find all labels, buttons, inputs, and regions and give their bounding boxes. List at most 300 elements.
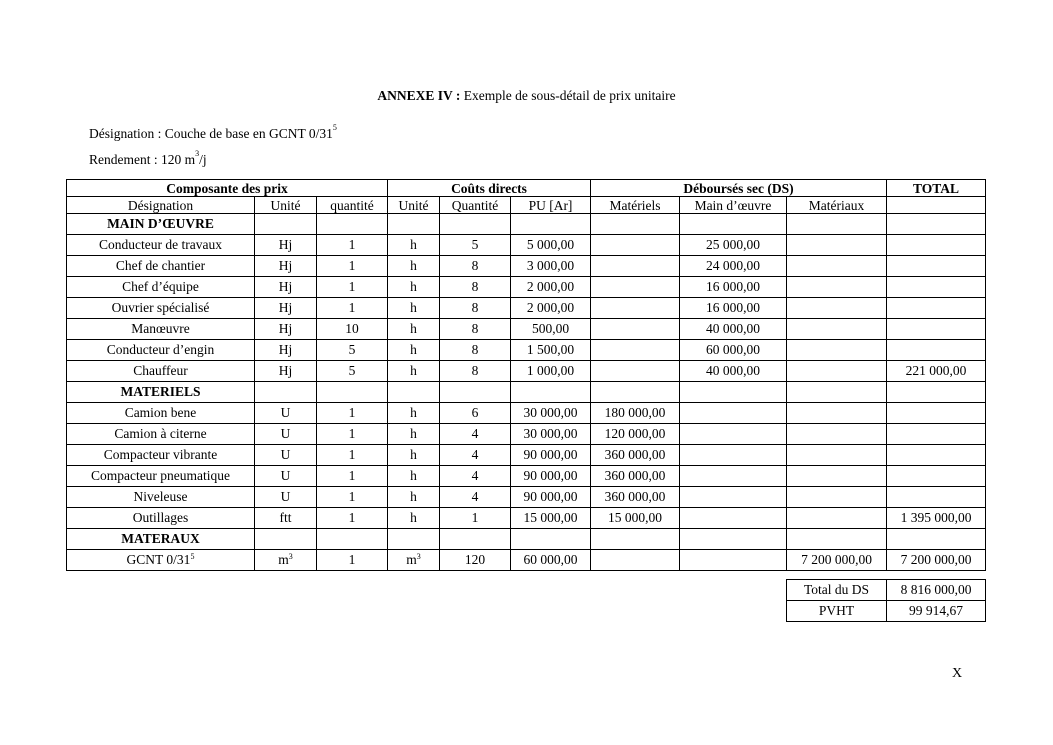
cell-value: Conducteur d’engin — [106, 342, 215, 357]
table-cell — [67, 445, 255, 466]
group-header-row — [67, 180, 986, 197]
table-cell — [317, 277, 388, 298]
empty-cell — [787, 529, 887, 550]
table-cell — [787, 256, 887, 277]
table-cell — [887, 550, 986, 571]
cell-value: 1 — [348, 489, 356, 504]
empty-cell — [440, 214, 511, 235]
table-cell — [680, 550, 787, 571]
table-cell — [388, 403, 440, 424]
table-cell — [591, 445, 680, 466]
annex-title-text: Exemple de sous-détail de prix unitaire — [460, 88, 676, 103]
table-cell — [887, 424, 986, 445]
table-cell — [255, 466, 317, 487]
table-cell — [591, 277, 680, 298]
designation-sup: 5 — [332, 123, 337, 132]
cell-value: 1 — [348, 258, 356, 273]
pvht-value: 99 914,67 — [887, 601, 986, 622]
cell-value: 40 000,00 — [706, 321, 760, 336]
empty-cell — [511, 382, 591, 403]
cell-value: 16 000,00 — [706, 300, 760, 315]
table-cell — [787, 403, 887, 424]
cell-value: 2 000,00 — [526, 300, 575, 315]
cell-value: 1 000,00 — [526, 363, 575, 378]
table-cell — [680, 508, 787, 529]
table-row — [67, 445, 986, 466]
cell-value: 7 200 000,00 — [900, 552, 972, 567]
col-header-total — [887, 197, 986, 214]
table-cell — [255, 361, 317, 382]
table-cell — [680, 466, 787, 487]
cell-value: 8 — [471, 258, 479, 273]
cell-value: 8 — [471, 321, 479, 336]
cell-value: GCNT 0/31 — [126, 552, 191, 567]
table-cell — [511, 298, 591, 319]
total-ds-value: 8 816 000,00 — [887, 580, 986, 601]
cell-value: h — [410, 510, 417, 525]
cell-value: 1 — [348, 468, 356, 483]
cell-value: h — [410, 426, 417, 441]
empty-cell — [255, 382, 317, 403]
section-row — [67, 382, 986, 403]
empty-cell — [388, 382, 440, 403]
table-cell — [511, 235, 591, 256]
cell-value: 221 000,00 — [905, 363, 967, 378]
cell-value: 8 — [471, 342, 479, 357]
table-cell — [887, 277, 986, 298]
group-header-composante: Composante des prix — [67, 180, 388, 197]
table-cell — [511, 256, 591, 277]
cell-value: Hj — [278, 258, 293, 273]
table-cell — [511, 508, 591, 529]
cell-value: U — [280, 489, 291, 504]
table-cell — [440, 403, 511, 424]
table-row — [67, 508, 986, 529]
cell-value: 24 000,00 — [706, 258, 760, 273]
cell-value: 1 395 000,00 — [900, 510, 972, 525]
table-row — [67, 298, 986, 319]
cell-value: 1 500,00 — [526, 342, 575, 357]
table-row — [67, 256, 986, 277]
cell-value: m — [406, 552, 417, 567]
table-cell — [67, 361, 255, 382]
cell-value: Hj — [278, 342, 293, 357]
table-cell — [388, 340, 440, 361]
table-cell — [388, 298, 440, 319]
table-cell — [680, 487, 787, 508]
table-row — [67, 235, 986, 256]
pvht-row — [787, 601, 986, 622]
cell-value: 8 — [471, 279, 479, 294]
table-cell — [591, 256, 680, 277]
table-cell — [591, 235, 680, 256]
table-cell — [787, 361, 887, 382]
cell-value: 4 — [471, 489, 479, 504]
table-cell — [680, 298, 787, 319]
table-cell — [887, 340, 986, 361]
empty-cell — [440, 529, 511, 550]
table-row — [67, 487, 986, 508]
table-cell — [317, 403, 388, 424]
table-cell — [787, 487, 887, 508]
empty-cell — [511, 529, 591, 550]
table-cell — [591, 340, 680, 361]
empty-cell — [591, 529, 680, 550]
table-cell — [255, 424, 317, 445]
cell-value: 5 — [348, 363, 356, 378]
cell-value: 90 000,00 — [523, 447, 578, 462]
table-cell — [887, 235, 986, 256]
table-cell — [511, 445, 591, 466]
table-cell — [440, 508, 511, 529]
table-cell — [787, 445, 887, 466]
cell-value: h — [410, 468, 417, 483]
table-cell — [440, 277, 511, 298]
empty-cell — [440, 382, 511, 403]
cell-value: 2 000,00 — [526, 279, 575, 294]
empty-cell — [887, 382, 986, 403]
cell-superscript: 3 — [416, 552, 421, 561]
cell-value: 1 — [348, 237, 356, 252]
col-header-quantite: quantité — [317, 197, 388, 214]
cell-value: Niveleuse — [133, 489, 188, 504]
group-header-debourses: Déboursés sec (DS) — [591, 180, 887, 197]
table-cell — [317, 550, 388, 571]
table-cell — [680, 361, 787, 382]
empty-cell — [787, 382, 887, 403]
table-cell — [680, 235, 787, 256]
pvht-label: PVHT — [787, 601, 887, 622]
table-cell — [67, 277, 255, 298]
empty-cell — [591, 382, 680, 403]
cell-value: Hj — [278, 237, 293, 252]
table-cell — [67, 235, 255, 256]
cell-value: 3 000,00 — [526, 258, 575, 273]
table-cell — [67, 403, 255, 424]
cell-value: h — [410, 258, 417, 273]
cell-value: U — [280, 447, 291, 462]
cell-value: h — [410, 237, 417, 252]
table-cell — [440, 340, 511, 361]
cell-value: Manœuvre — [131, 321, 190, 336]
table-cell — [388, 508, 440, 529]
table-cell — [787, 424, 887, 445]
cell-value: U — [280, 468, 291, 483]
table-cell — [67, 340, 255, 361]
totals-table — [786, 579, 986, 622]
cell-value: Hj — [278, 363, 293, 378]
table-cell — [680, 256, 787, 277]
col-header-unite-2: Unité — [388, 197, 440, 214]
table-cell — [317, 319, 388, 340]
section-title: MATERAUX — [67, 529, 255, 550]
table-cell — [591, 319, 680, 340]
table-cell — [680, 424, 787, 445]
empty-cell — [255, 529, 317, 550]
annex-title-label: ANNEXE IV : — [377, 88, 461, 103]
cell-value: 360 000,00 — [604, 489, 666, 504]
table-cell — [887, 256, 986, 277]
table-row — [67, 361, 986, 382]
table-cell — [67, 487, 255, 508]
table-cell — [680, 445, 787, 466]
table-cell — [388, 466, 440, 487]
cell-value: h — [410, 279, 417, 294]
table-row — [67, 550, 986, 571]
empty-cell — [680, 214, 787, 235]
col-header-quantite-2: Quantité — [440, 197, 511, 214]
table-cell — [255, 298, 317, 319]
table-cell — [67, 319, 255, 340]
table-cell — [511, 466, 591, 487]
cell-value: 60 000,00 — [523, 552, 578, 567]
table-cell — [591, 298, 680, 319]
table-cell — [255, 403, 317, 424]
cell-value: 1 — [471, 510, 479, 525]
cell-value: Camion bene — [124, 405, 197, 420]
cell-value: 6 — [471, 405, 479, 420]
cell-value: 120 000,00 — [604, 426, 666, 441]
cell-value: 360 000,00 — [604, 447, 666, 462]
table-cell — [67, 508, 255, 529]
cell-value: 8 — [471, 300, 479, 315]
table-cell — [440, 361, 511, 382]
cell-value: 1 — [348, 447, 356, 462]
cell-value: 4 — [471, 447, 479, 462]
table-cell — [511, 550, 591, 571]
cell-value: m — [278, 552, 289, 567]
table-cell — [787, 298, 887, 319]
table-cell — [887, 298, 986, 319]
cell-value: Hj — [278, 321, 293, 336]
cell-value: 30 000,00 — [523, 426, 578, 441]
table-cell — [511, 403, 591, 424]
table-cell — [388, 550, 440, 571]
col-header-designation: Désignation — [67, 197, 255, 214]
cell-value: Conducteur de travaux — [99, 237, 222, 252]
cell-value: 10 — [345, 321, 359, 336]
cell-value: 1 — [348, 552, 356, 567]
table-cell — [887, 445, 986, 466]
table-cell — [440, 256, 511, 277]
cell-value: 1 — [348, 300, 356, 315]
cell-value: 90 000,00 — [523, 489, 578, 504]
cell-value: U — [280, 405, 291, 420]
cell-value: 5 — [348, 342, 356, 357]
table-cell — [511, 340, 591, 361]
table-cell — [255, 235, 317, 256]
annex-title — [0, 88, 1053, 104]
cell-value: 4 — [471, 468, 479, 483]
cell-value: ftt — [279, 510, 292, 525]
table-cell — [680, 340, 787, 361]
table-cell — [255, 319, 317, 340]
table-cell — [67, 550, 255, 571]
page-mark: X — [952, 666, 963, 681]
table-cell — [887, 508, 986, 529]
table-cell — [317, 340, 388, 361]
cell-value: 360 000,00 — [604, 468, 666, 483]
table-cell — [388, 361, 440, 382]
cell-value: 120 — [464, 552, 486, 567]
table-cell — [67, 256, 255, 277]
cell-value: h — [410, 405, 417, 420]
cell-value: 180 000,00 — [604, 405, 666, 420]
cell-value: Chef d’équipe — [122, 279, 199, 294]
table-cell — [317, 298, 388, 319]
rendement-text: Rendement : 120 m — [89, 152, 196, 167]
table-cell — [255, 550, 317, 571]
table-cell — [887, 466, 986, 487]
table-cell — [388, 319, 440, 340]
designation-line — [89, 123, 337, 142]
cell-value: U — [280, 426, 291, 441]
cell-value: 1 — [348, 426, 356, 441]
table-cell — [440, 424, 511, 445]
table-cell — [388, 277, 440, 298]
table-cell — [591, 550, 680, 571]
empty-cell — [511, 214, 591, 235]
empty-cell — [317, 382, 388, 403]
table-cell — [388, 235, 440, 256]
cell-value: Ouvrier spécialisé — [111, 300, 210, 315]
empty-cell — [255, 214, 317, 235]
empty-cell — [317, 529, 388, 550]
table-cell — [317, 361, 388, 382]
table-cell — [591, 424, 680, 445]
empty-cell — [787, 214, 887, 235]
table-cell — [317, 466, 388, 487]
table-cell — [887, 319, 986, 340]
cell-value: h — [410, 447, 417, 462]
cell-value: 5 000,00 — [526, 237, 575, 252]
cell-value: 1 — [348, 405, 356, 420]
table-cell — [255, 256, 317, 277]
rendement-line — [89, 149, 207, 168]
cell-superscript: 3 — [288, 552, 293, 561]
cell-value: 30 000,00 — [523, 405, 578, 420]
table-cell — [440, 445, 511, 466]
table-cell — [591, 487, 680, 508]
col-header-pu: PU [Ar] — [511, 197, 591, 214]
table-cell — [680, 403, 787, 424]
table-cell — [787, 235, 887, 256]
cell-value: 90 000,00 — [523, 468, 578, 483]
empty-cell — [887, 529, 986, 550]
section-row — [67, 214, 986, 235]
table-row — [67, 277, 986, 298]
col-header-materiaux: Matériaux — [787, 197, 887, 214]
table-cell — [440, 235, 511, 256]
table-cell — [255, 445, 317, 466]
table-cell — [787, 508, 887, 529]
cell-value: h — [410, 363, 417, 378]
table-cell — [388, 256, 440, 277]
cell-superscript: 5 — [190, 552, 195, 561]
cell-value: h — [410, 321, 417, 336]
cell-value: Hj — [278, 279, 293, 294]
table-cell — [787, 466, 887, 487]
total-ds-row — [787, 580, 986, 601]
designation-text: Désignation : Couche de base en GCNT 0/31 — [89, 126, 333, 141]
table-cell — [440, 319, 511, 340]
cell-value: Compacteur vibrante — [103, 447, 218, 462]
cell-value: 16 000,00 — [706, 279, 760, 294]
cell-value: 1 — [348, 279, 356, 294]
empty-cell — [388, 214, 440, 235]
empty-cell — [591, 214, 680, 235]
section-row — [67, 529, 986, 550]
table-row — [67, 466, 986, 487]
cell-value: h — [410, 342, 417, 357]
table-cell — [388, 445, 440, 466]
table-row — [67, 319, 986, 340]
table-row — [67, 340, 986, 361]
empty-cell — [680, 382, 787, 403]
cell-value: Camion à citerne — [114, 426, 207, 441]
cell-value: 60 000,00 — [706, 342, 760, 357]
cell-value: Chef de chantier — [115, 258, 206, 273]
empty-cell — [887, 214, 986, 235]
cell-value: Outillages — [132, 510, 189, 525]
table-cell — [255, 340, 317, 361]
table-cell — [255, 508, 317, 529]
table-cell — [440, 298, 511, 319]
rendement-suffix: /j — [199, 152, 207, 167]
table-cell — [787, 277, 887, 298]
cell-value: 5 — [471, 237, 479, 252]
column-header-row — [67, 197, 986, 214]
total-ds-label: Total du DS — [787, 580, 887, 601]
section-title: MATERIELS — [67, 382, 255, 403]
col-header-materiels: Matériels — [591, 197, 680, 214]
table-cell — [511, 424, 591, 445]
cell-value: 500,00 — [531, 321, 570, 336]
table-row — [67, 424, 986, 445]
table-cell — [440, 466, 511, 487]
table-cell — [440, 487, 511, 508]
table-cell — [591, 403, 680, 424]
table-cell — [388, 487, 440, 508]
col-header-unite: Unité — [255, 197, 317, 214]
table-cell — [787, 319, 887, 340]
cell-value: 4 — [471, 426, 479, 441]
section-title: MAIN D’ŒUVRE — [67, 214, 255, 235]
empty-cell — [680, 529, 787, 550]
table-cell — [887, 487, 986, 508]
cell-value: 25 000,00 — [706, 237, 760, 252]
table-cell — [680, 319, 787, 340]
table-cell — [787, 550, 887, 571]
cell-value: h — [410, 489, 417, 504]
table-cell — [787, 340, 887, 361]
table-cell — [887, 403, 986, 424]
cell-value: h — [410, 300, 417, 315]
table-cell — [317, 256, 388, 277]
cell-value: 15 000,00 — [608, 510, 662, 525]
price-breakdown-table — [66, 179, 986, 571]
table-cell — [317, 235, 388, 256]
cell-value: 15 000,00 — [523, 510, 578, 525]
table-cell — [511, 487, 591, 508]
group-header-couts-directs: Coûts directs — [388, 180, 591, 197]
cell-value: Hj — [278, 300, 293, 315]
table-cell — [591, 508, 680, 529]
col-header-main-oeuvre: Main d’œuvre — [680, 197, 787, 214]
table-cell — [317, 508, 388, 529]
empty-cell — [388, 529, 440, 550]
table-row — [67, 403, 986, 424]
